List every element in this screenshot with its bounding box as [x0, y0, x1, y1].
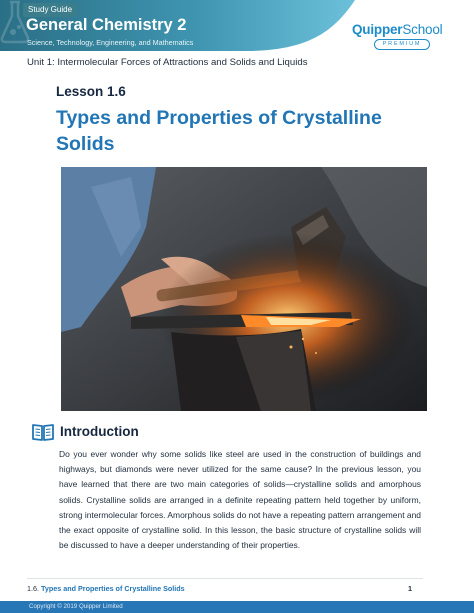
footer-lesson-title: Types and Properties of Crystalline Solids	[41, 584, 185, 593]
course-title: General Chemistry 2	[26, 16, 187, 34]
quipper-school-logo	[352, 22, 448, 50]
introduction-heading: Introduction	[60, 424, 139, 439]
lesson-title: Types and Properties of Crystalline Solids	[56, 107, 382, 155]
unit-heading: Unit 1: Intermolecular Forces of Attractions and Solids and Liquids	[27, 57, 308, 68]
premium-tag: PREMIUM	[374, 39, 430, 50]
logo-sub: School	[402, 22, 443, 37]
footer-lesson-number: 1.6.	[27, 584, 39, 593]
footer-divider	[27, 578, 423, 579]
open-book-icon	[32, 423, 54, 441]
copyright-text: Copyright © 2019 Quipper Limited	[29, 603, 123, 610]
study-guide-badge: Study Guide	[23, 3, 77, 17]
introduction-paragraph: Do you ever wonder why some solids like steel are used in the construction of buildings and highways, but diamonds were never utilized for the same cause? In the previous lesson, you have learned that there are two main categories of solids—crystalline solids and amorphous solids. Crystalline solids are arranged in a definite repeating pattern held together by uniform, strong intermolecular forces. Amorphous solids do not have a repeating pattern arrangement and the exact opposite of crystalline solid. In this lesson, the basic structure of crystalline solids will be discussed to have a deeper understanding of their properties.	[59, 449, 421, 551]
logo-main: Quipper	[352, 22, 403, 37]
lesson-number: Lesson 1.6	[56, 84, 126, 99]
blacksmith-photo	[61, 167, 427, 411]
course-subtitle: Science, Technology, Engineering, and Mathematics	[27, 38, 194, 47]
page-number: 1	[408, 584, 412, 593]
footer-lesson-ref	[27, 584, 185, 593]
